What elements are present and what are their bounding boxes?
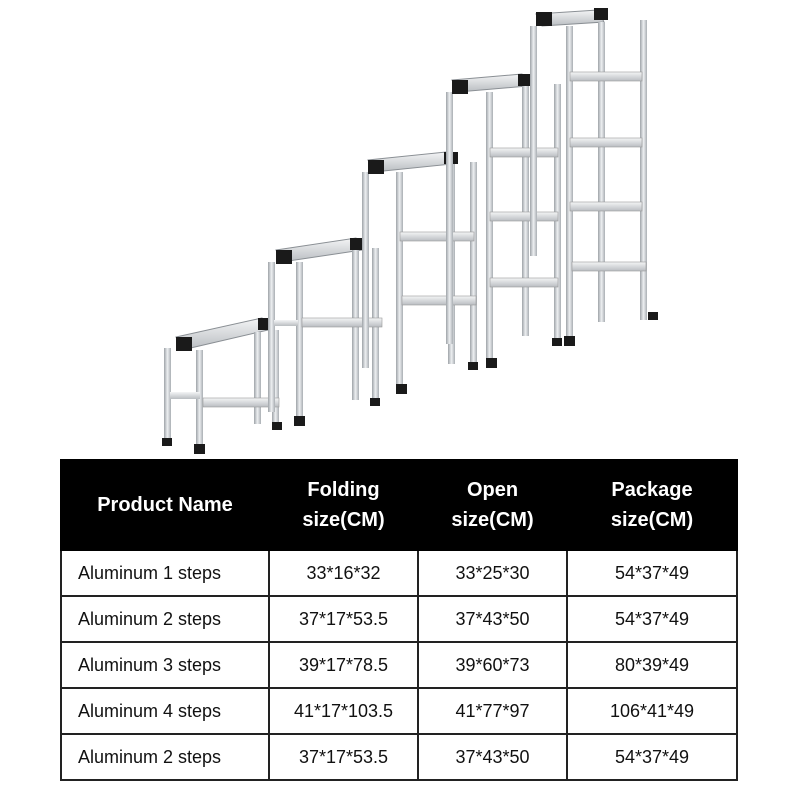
- table-row: [61, 734, 737, 780]
- table-row: [61, 596, 737, 642]
- folding-size-cell: 33*16*32: [269, 550, 418, 596]
- folding-size-cell: 37*17*53.5: [269, 596, 418, 642]
- table-header: [61, 460, 737, 550]
- ladder-3-steps: [362, 152, 478, 394]
- open-size-cell: 33*25*30: [418, 550, 567, 596]
- product-name-cell: Aluminum 3 steps: [61, 642, 269, 688]
- package-size-cell: 106*41*49: [567, 688, 737, 734]
- folding-size-cell: 37*17*53.5: [269, 734, 418, 780]
- table-row: [61, 642, 737, 688]
- package-size-cell: 54*37*49: [567, 550, 737, 596]
- folding-size-cell: 41*17*103.5: [269, 688, 418, 734]
- folding-size-cell: 39*17*78.5: [269, 642, 418, 688]
- package-size-cell: 80*39*49: [567, 642, 737, 688]
- open-size-cell: 37*43*50: [418, 734, 567, 780]
- table-body: [61, 550, 737, 780]
- header-open-size: Open size(CM): [418, 460, 567, 550]
- open-size-cell: 39*60*73: [418, 642, 567, 688]
- product-name-cell: Aluminum 1 steps: [61, 550, 269, 596]
- header-folding-size: Folding size(CM): [269, 460, 418, 550]
- ladder-1-step: [162, 318, 282, 454]
- header-product-name: Product Name: [61, 460, 269, 550]
- table-row: [61, 688, 737, 734]
- open-size-cell: 41*77*97: [418, 688, 567, 734]
- header-package-size: Package size(CM): [567, 460, 737, 550]
- product-name-cell: Aluminum 4 steps: [61, 688, 269, 734]
- open-size-cell: 37*43*50: [418, 596, 567, 642]
- product-name-cell: Aluminum 2 steps: [61, 596, 269, 642]
- package-size-cell: 54*37*49: [567, 734, 737, 780]
- product-spec-table: [60, 459, 738, 781]
- product-name-cell: Aluminum 2 steps: [61, 734, 269, 780]
- package-size-cell: 54*37*49: [567, 596, 737, 642]
- table-row: [61, 550, 737, 596]
- ladder-4-steps: [446, 74, 562, 368]
- ladder-5-steps: [530, 8, 658, 346]
